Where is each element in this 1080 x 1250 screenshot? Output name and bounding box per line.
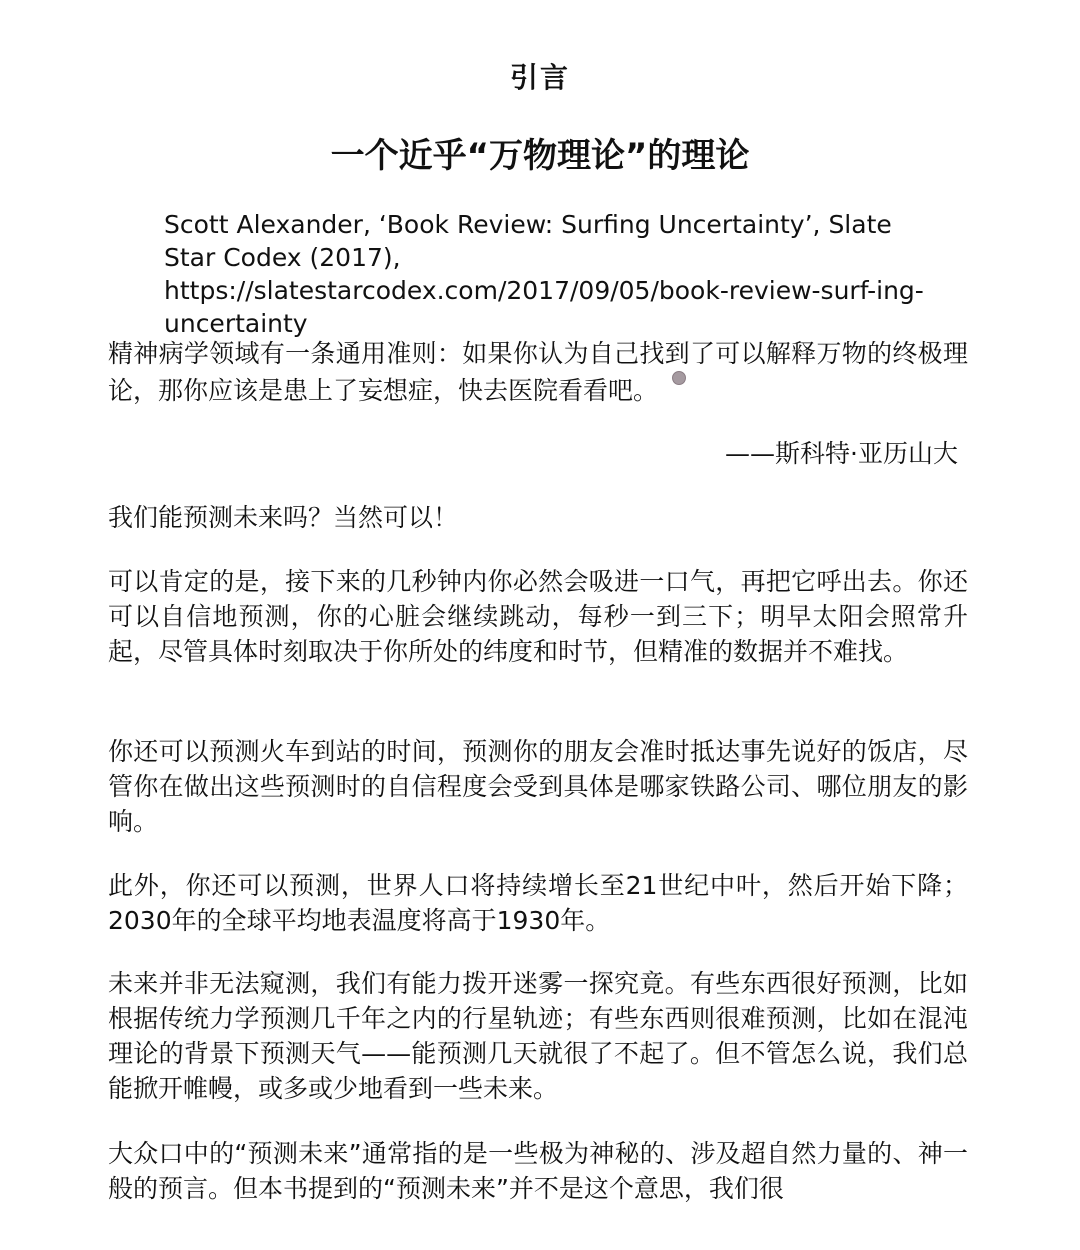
paragraph-4: 此外，你还可以预测，世界人口将持续增长至21世纪中叶，然后开始下降；2030年的全球平均地表温度将高于1930年。 (108, 871, 968, 935)
paragraph-2: 可以肯定的是，接下来的几秒钟内你必然会吸进一口气，再把它呼出去。你还可以自信地预测，你的心脏会继续跳动，每秒一到三下；明早太阳会照常升起，尽管具体时刻取决于你所处的纬度和时节，但精准的数据并不难找。 (108, 567, 968, 666)
paragraph-3: 你还可以预测火车到站的时间，预测你的朋友会准时抵达事先说好的饭店，尽管你在做出这些预测时的自信程度会受到具体是哪家铁路公司、哪位朋友的影响。 (108, 737, 968, 836)
epigraph-quote (108, 336, 968, 408)
epigraph-attribution: ——斯科特·亚历山大 (725, 439, 958, 468)
paragraph-1: 我们能预测未来吗？当然可以！ (108, 503, 459, 532)
chapter-label: 引言 (509, 61, 570, 94)
chapter-title: 一个近乎“万物理论”的理论 (330, 136, 750, 176)
epigraph-citation: Scott Alexander, ‘Book Review: Surfing Uncertainty’, Slate Star Codex (2017), https://slatestarcodex.com/2017/09/05/book-review-surf-ing-uncertainty (164, 210, 924, 338)
epigraph-quote-text: 精神病学领域有一条通用准则：如果你认为自己找到了可以解释万物的终极理论，那你应该是患上了妄想症，快去医院看看吧。 (108, 339, 968, 405)
paragraph-5: 未来并非无法窥测，我们有能力拨开迷雾一探究竟。有些东西很好预测，比如根据传统力学预测几千年之内的行星轨迹；有些东西则很难预测，比如在混沌理论的背景下预测天气——能预测几天就很了不起了。但不管怎么说，我们总能掀开帷幔，或多或少地看到一些未来。 (108, 969, 968, 1103)
footnote-marker-icon[interactable] (672, 371, 686, 385)
paragraph-6: 大众口中的“预测未来”通常指的是一些极为神秘的、涉及超自然力量的、神一般的预言。但本书提到的“预测未来”并不是这个意思，我们很 (108, 1139, 968, 1203)
